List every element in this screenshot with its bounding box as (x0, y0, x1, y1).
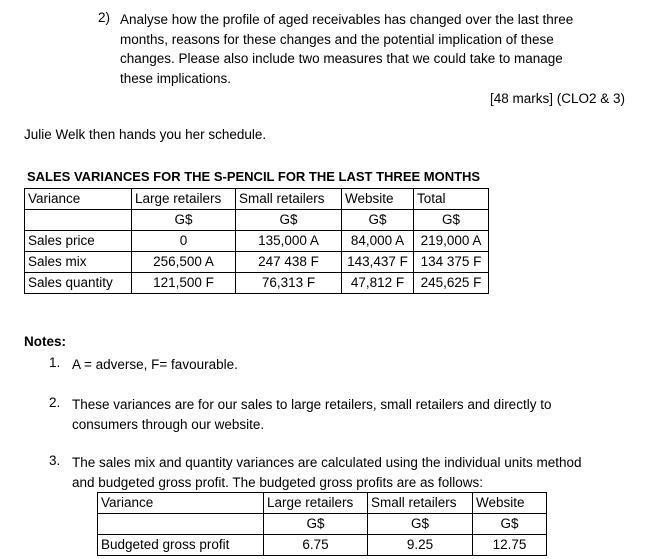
note-line: consumers through our website. (72, 416, 265, 432)
unit-cell: G$ (368, 514, 473, 535)
question-line: these implications. (120, 70, 232, 86)
table-cell: 245,625 F (414, 273, 489, 294)
question-number: 2) (98, 10, 111, 25)
table-cell: 134 375 F (414, 252, 489, 273)
table-header-row (98, 493, 547, 514)
header-cell: Variance (25, 189, 132, 210)
intro-text: Julie Welk then hands you her schedule. (24, 127, 267, 142)
header-cell: Small retailers (236, 189, 342, 210)
table-cell: 76,313 F (236, 273, 342, 294)
unit-cell: G$ (473, 514, 547, 535)
table-cell: 0 (132, 231, 236, 252)
notes-heading: Notes: (24, 334, 67, 349)
table-cell: 6.75 (264, 535, 368, 556)
note-number: 2. (49, 395, 61, 410)
table-cell: 84,000 A (342, 231, 414, 252)
table-cell: 121,500 F (132, 273, 236, 294)
header-cell: Small retailers (368, 493, 473, 514)
table-cell: 135,000 A (236, 231, 342, 252)
unit-cell: G$ (132, 210, 236, 231)
variance-table-title: SALES VARIANCES FOR THE S-PENCIL FOR THE LAST THREE MONTHS (27, 169, 481, 184)
table-units-row (25, 210, 489, 231)
header-cell: Large retailers (132, 189, 236, 210)
unit-cell: G$ (264, 514, 368, 535)
row-label: Sales mix (25, 252, 132, 273)
table-cell: 247 438 F (236, 252, 342, 273)
budgeted-profit-table (97, 492, 547, 556)
question-line: Analyse how the profile of aged receivables has changed over the last three (120, 12, 574, 27)
table-cell: 143,437 F (342, 252, 414, 273)
table-units-row (98, 514, 547, 535)
note-number: 1. (49, 355, 61, 370)
unit-cell (25, 210, 132, 231)
header-cell: Website (342, 189, 414, 210)
question-line: months, reasons for these changes and the potential implication of these (120, 31, 554, 47)
marks-label: [48 marks] (CLO2 & 3) (489, 91, 625, 106)
header-cell: Total (414, 189, 489, 210)
note-text (72, 395, 551, 434)
table-cell: 47,812 F (342, 273, 414, 294)
unit-cell: G$ (342, 210, 414, 231)
question-line: changes. Please also include two measures that we could take to manage (120, 51, 563, 66)
unit-cell: G$ (414, 210, 489, 231)
table-cell: 219,000 A (414, 231, 489, 252)
row-label: Sales quantity (25, 273, 132, 294)
table-row (98, 535, 547, 556)
note-line: A = adverse, F= favourable. (72, 357, 238, 372)
table-header-row (25, 189, 489, 210)
row-label: Sales price (25, 231, 132, 252)
row-label: Budgeted gross profit (98, 535, 264, 556)
table-row (25, 273, 489, 294)
table-cell: 12.75 (473, 535, 547, 556)
question-text (120, 10, 573, 88)
header-cell: Variance (98, 493, 264, 514)
note-text (72, 355, 238, 375)
table-row (25, 252, 489, 273)
note-line: and budgeted gross profit. The budgeted gross profits are as follows: (72, 474, 483, 490)
note-number: 3. (49, 453, 61, 468)
table-cell: 9.25 (368, 535, 473, 556)
header-cell: Large retailers (264, 493, 368, 514)
note-text (72, 453, 582, 492)
note-line: These variances are for our sales to large retailers, small retailers and directly to (72, 397, 552, 412)
header-cell: Website (473, 493, 547, 514)
note-line: The sales mix and quantity variances are calculated using the individual units method (72, 455, 582, 470)
table-cell: 256,500 A (132, 252, 236, 273)
variance-table (24, 188, 489, 294)
table-row (25, 231, 489, 252)
unit-cell (98, 514, 264, 535)
unit-cell: G$ (236, 210, 342, 231)
